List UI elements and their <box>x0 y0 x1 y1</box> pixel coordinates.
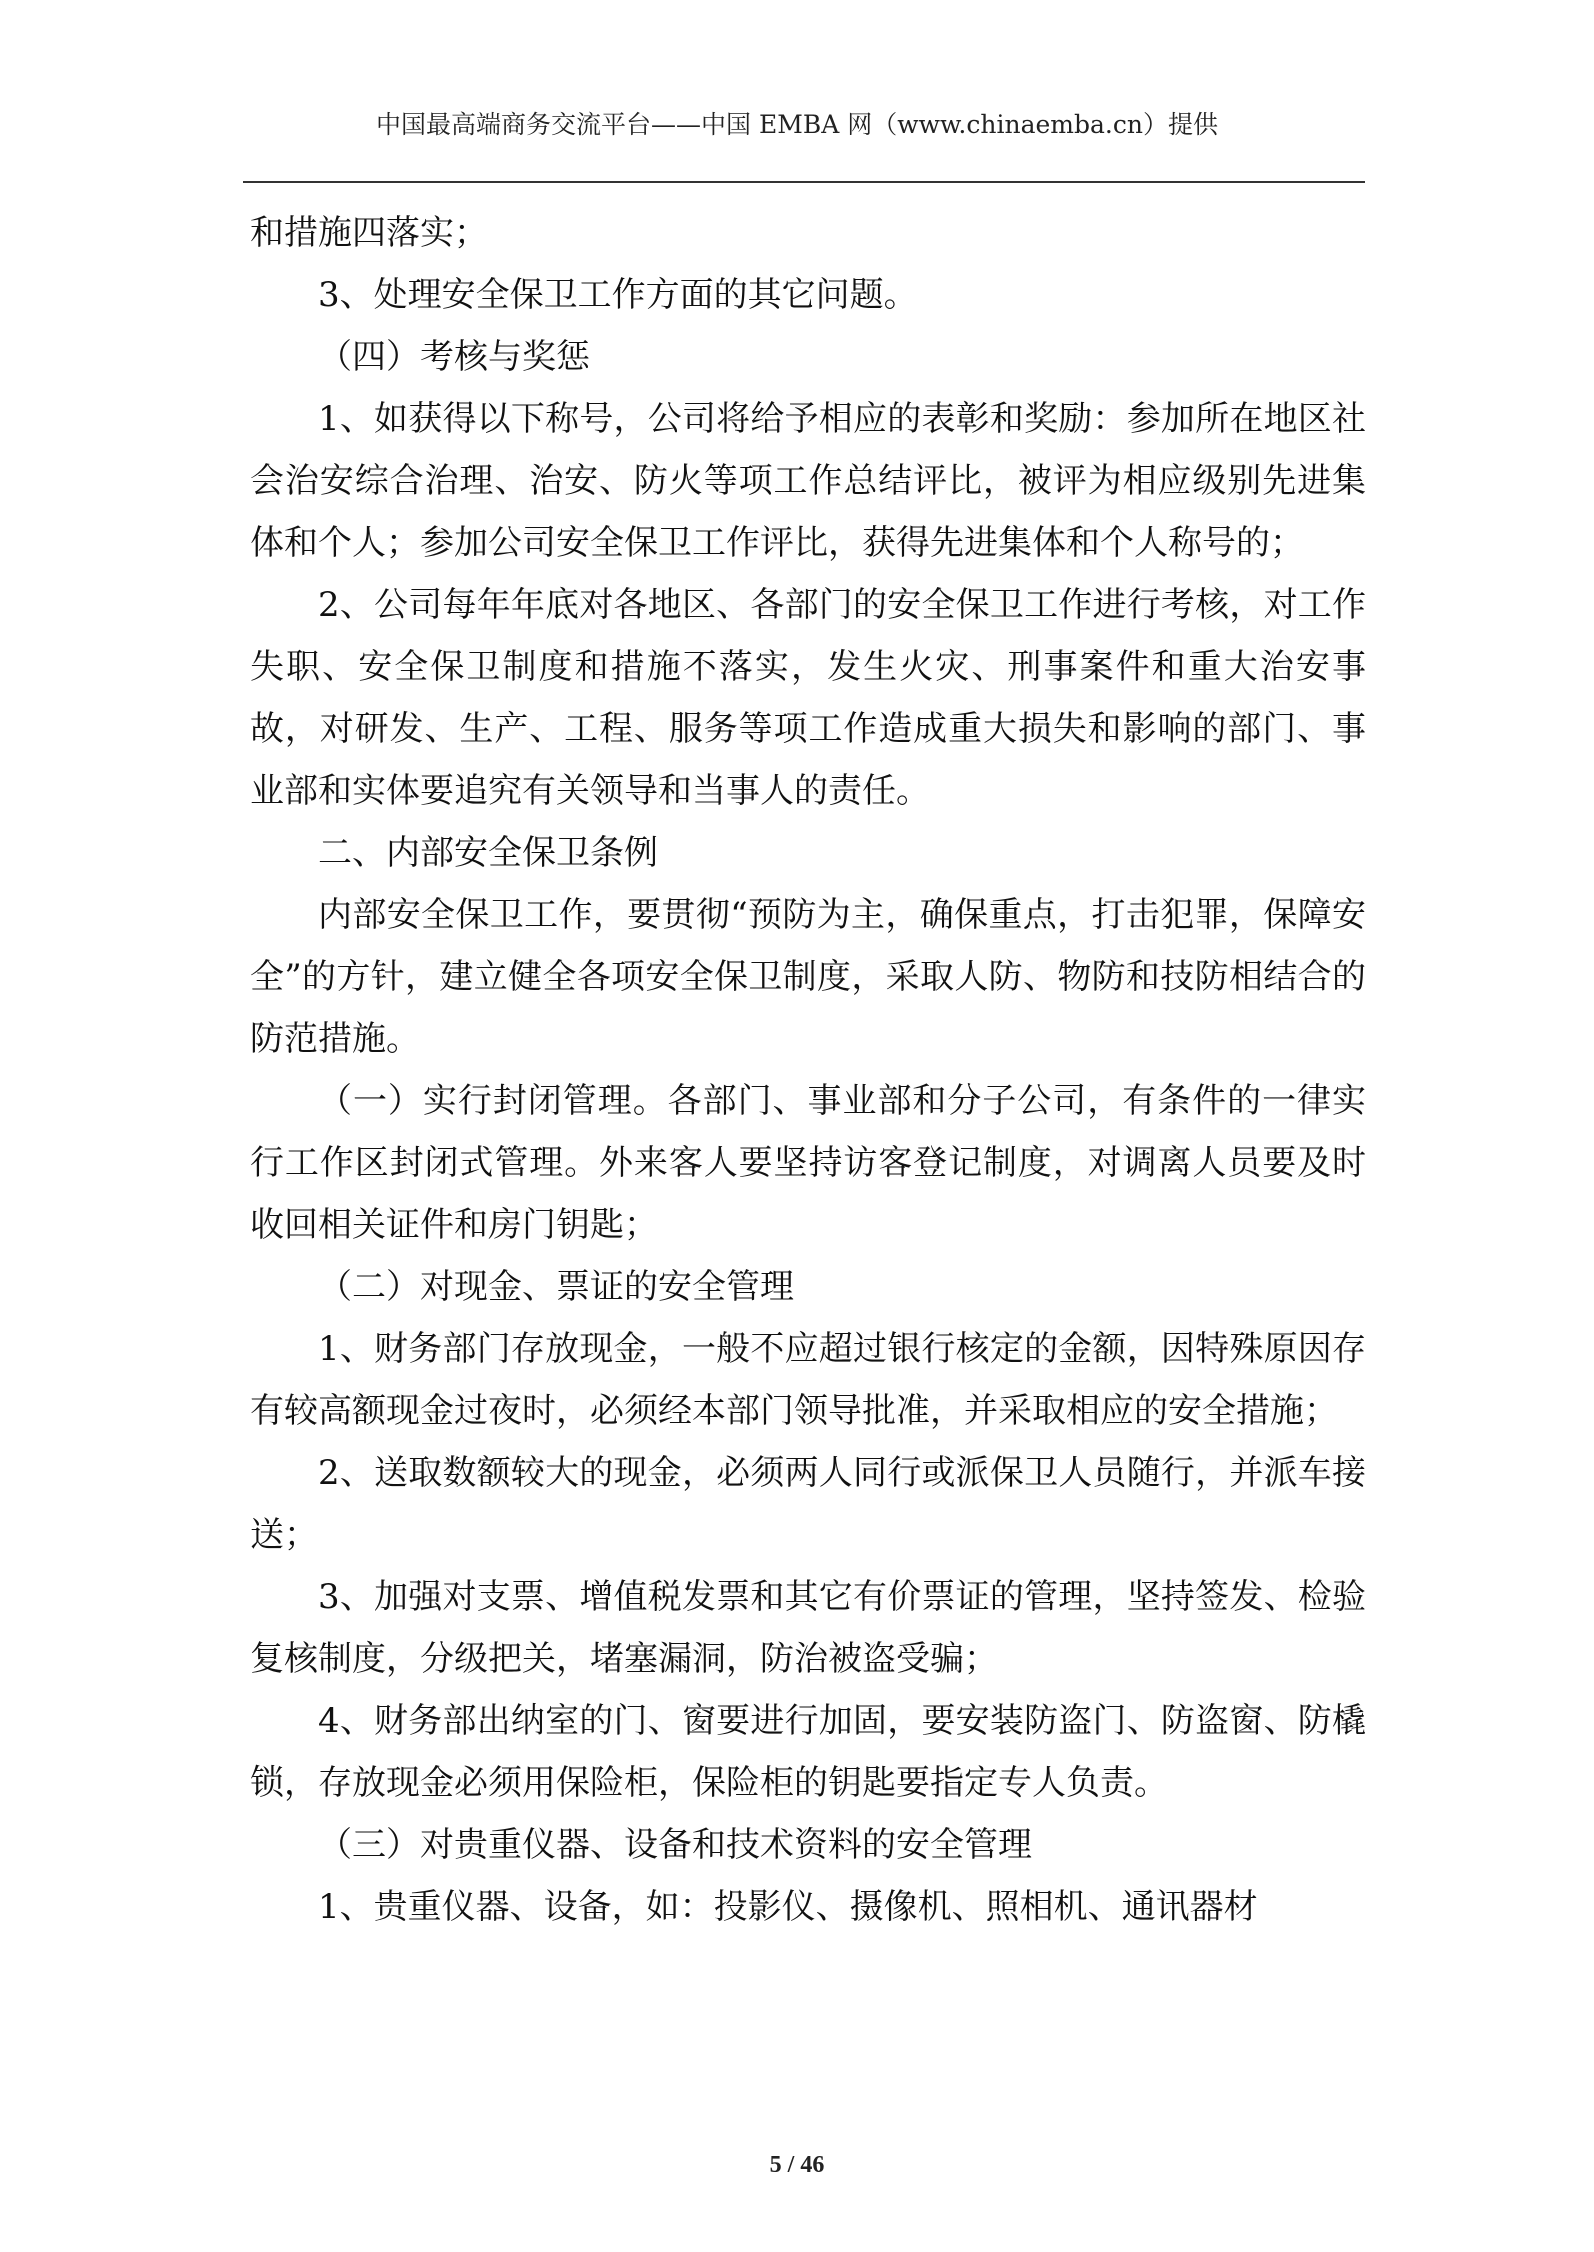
paragraph-7: 内部安全保卫工作，要贯彻“预防为主，确保重点，打击犯罪，保障安全”的方针，建立健全各项安全保卫制度，采取人防、物防和技防相结合的防范措施。 <box>250 895 1366 1059</box>
section-heading-assessment: （四）考核与奖惩 <box>318 337 590 377</box>
header-divider <box>243 181 1365 183</box>
paragraph-1: 和措施四落实； <box>250 213 488 253</box>
paragraph-10: 1、财务部门存放现金，一般不应超过银行核定的金额，因特殊原因存有较高额现金过夜时，必须经本部门领导批准，并采取相应的安全措施； <box>250 1329 1366 1431</box>
section-heading-cash-security: （二）对现金、票证的安全管理 <box>318 1267 794 1307</box>
paragraph-2: 3、处理安全保卫工作方面的其它问题。 <box>318 275 918 315</box>
paragraph-13: 4、财务部出纳室的门、窗要进行加固，要安装防盗门、防盗窗、防橇锁，存放现金必须用保险柜，保险柜的钥匙要指定专人负责。 <box>250 1701 1366 1803</box>
body-text <box>250 202 1366 1938</box>
paragraph-15: 1、贵重仪器、设备，如：投影仪、摄像机、照相机、通讯器材 <box>318 1887 1258 1927</box>
paragraph-8: （一）实行封闭管理。各部门、事业部和分子公司，有条件的一律实行工作区封闭式管理。外来客人要坚持访客登记制度，对调离人员要及时收回相关证件和房门钥匙； <box>250 1081 1366 1245</box>
section-heading-equipment-security: （三）对贵重仪器、设备和技术资料的安全管理 <box>318 1825 1032 1865</box>
paragraph-4: 1、如获得以下称号，公司将给予相应的表彰和奖励：参加所在地区社会治安综合治理、治安、防火等项工作总结评比，被评为相应级别先进集体和个人；参加公司安全保卫工作评比，获得先进集体和个人称号的； <box>250 399 1366 563</box>
paragraph-12: 3、加强对支票、增值税发票和其它有价票证的管理，坚持签发、检验复核制度，分级把关，堵塞漏洞，防治被盗受骗； <box>250 1577 1366 1679</box>
paragraph-11: 2、送取数额较大的现金，必须两人同行或派保卫人员随行，并派车接送； <box>250 1453 1366 1555</box>
paragraph-5: 2、公司每年年底对各地区、各部门的安全保卫工作进行考核，对工作失职、安全保卫制度和措施不落实，发生火灾、刑事案件和重大治安事故，对研发、生产、工程、服务等项工作造成重大损失和影响的部门、事业部和实体要追究有关领导和当事人的责任。 <box>250 585 1366 811</box>
page-header: 中国最高端商务交流平台——中国 EMBA 网（www.chinaemba.cn）提供 <box>376 110 1218 139</box>
section-heading-internal-security: 二、内部安全保卫条例 <box>318 833 658 873</box>
page-number: 5 / 46 <box>769 2152 825 2178</box>
